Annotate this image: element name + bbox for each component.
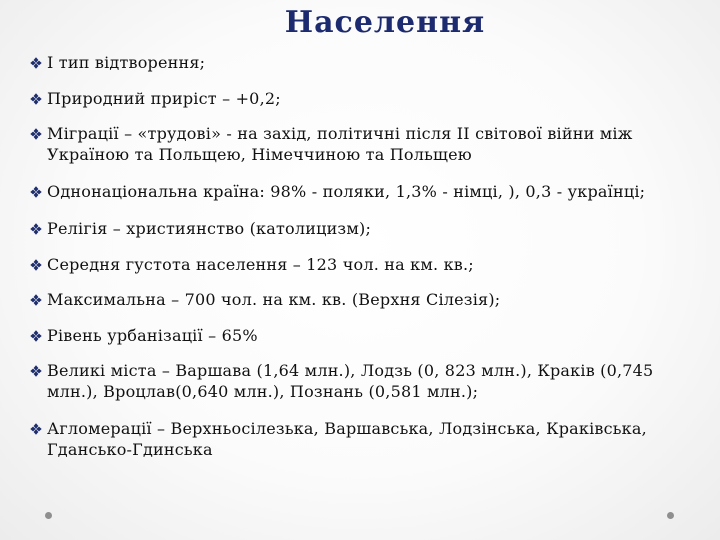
decorative-dot-right: [667, 512, 674, 519]
decorative-dot-left: [45, 512, 52, 519]
diamond-bullet-icon: [30, 423, 42, 435]
list-item-text: Великі міста – Варшава (1,64 млн.), Лодзь (0, 823 млн.), Краків (0,745 млн.), Вроцлав(0,640 млн.), Познань (0,581 млн.);: [47, 361, 654, 401]
list-item-text: Міграції – «трудові» - на захід, політичні після ІІ світової війни між Україною та Польщею, Німеччиною та Польщею: [47, 124, 633, 164]
diamond-bullet-icon: [30, 330, 42, 342]
list-item: [30, 360, 700, 402]
list-item-text: Максимальна – 700 чол. на км. кв. (Верхня Сілезія);: [47, 290, 501, 309]
list-item: [30, 218, 700, 239]
list-item: [30, 418, 700, 460]
list-item: [30, 181, 700, 202]
diamond-bullet-icon: [30, 223, 42, 235]
list-item-text: Середня густота населення – 123 чол. на км. кв.;: [47, 254, 474, 274]
diamond-bullet-icon: [30, 294, 42, 306]
bullet-list: [30, 52, 700, 476]
list-item-text: Агломерації – Верхньосілезька, Варшавська, Лодзінська, Краківська, Гдансько-Гдинська: [47, 419, 647, 459]
list-item-text: Однонаціональна країна: 98% - поляки, 1,3% - німці, ), 0,3 - українці;: [47, 182, 646, 201]
list-item-text: Природний приріст – +0,2;: [47, 88, 281, 108]
diamond-bullet-icon: [30, 259, 42, 271]
list-item: [30, 254, 700, 275]
list-item: [30, 325, 700, 346]
diamond-bullet-icon: [30, 93, 42, 105]
slide-title: Населення: [284, 5, 486, 40]
diamond-bullet-icon: [30, 57, 42, 69]
list-item: [30, 52, 700, 73]
diamond-bullet-icon: [30, 186, 42, 198]
list-item: [30, 123, 700, 165]
list-item: [30, 88, 700, 109]
diamond-bullet-icon: [30, 365, 42, 377]
list-item-text: Релігія – християнство (католицизм);: [47, 219, 372, 238]
diamond-bullet-icon: [30, 128, 42, 140]
list-item-text: Рівень урбанізації – 65%: [47, 325, 258, 345]
list-item: [30, 289, 700, 310]
list-item-text: І тип відтворення;: [47, 53, 206, 72]
